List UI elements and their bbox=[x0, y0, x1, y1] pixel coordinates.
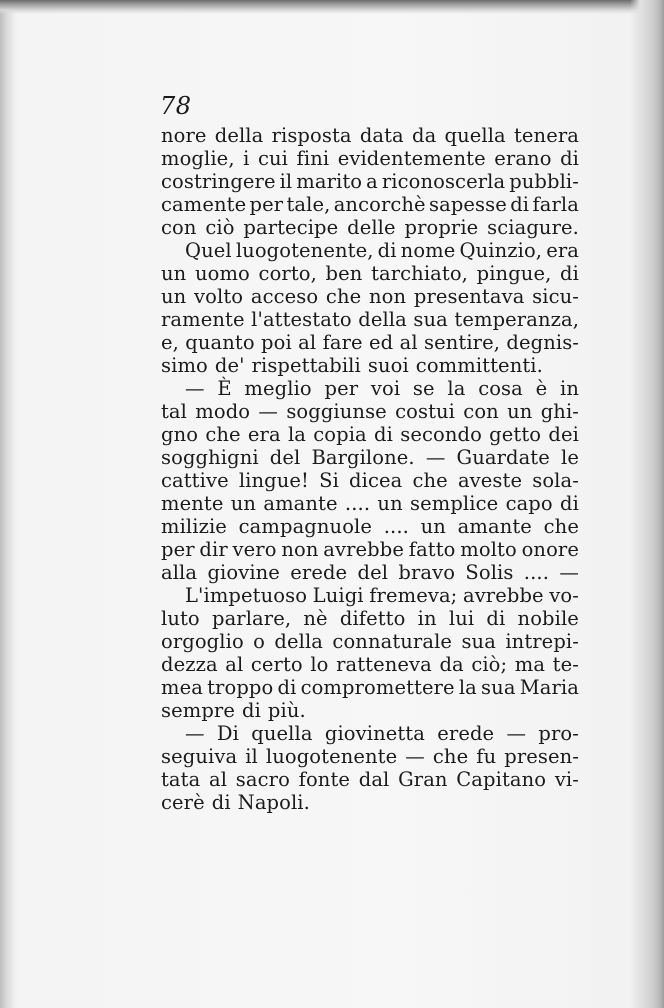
word: Guardate bbox=[456, 446, 550, 469]
word: corto, bbox=[258, 262, 317, 285]
word: con bbox=[161, 216, 197, 239]
word: il bbox=[279, 170, 293, 193]
word: uomo bbox=[194, 262, 250, 285]
text-line bbox=[161, 377, 579, 400]
word: sentire, bbox=[424, 331, 501, 354]
word: getto bbox=[489, 423, 542, 446]
word: seguiva bbox=[161, 745, 238, 768]
word: molto bbox=[460, 538, 517, 561]
word: tata bbox=[161, 768, 201, 791]
word: di bbox=[277, 676, 297, 699]
word: da bbox=[439, 653, 464, 676]
word: lingue! bbox=[238, 469, 309, 492]
word: camente bbox=[161, 193, 247, 216]
word: — bbox=[258, 400, 279, 423]
word: a bbox=[366, 170, 378, 193]
text-line bbox=[161, 699, 579, 722]
word: mente bbox=[161, 492, 224, 515]
word: bravo bbox=[398, 561, 456, 584]
page-right-edge-shadow bbox=[630, 0, 664, 1008]
word: è bbox=[535, 377, 548, 400]
word: al bbox=[209, 768, 228, 791]
text-line bbox=[161, 147, 579, 170]
word: di bbox=[560, 492, 579, 515]
text-line bbox=[161, 745, 579, 768]
word: orgoglio bbox=[161, 630, 244, 653]
word: la bbox=[447, 377, 466, 400]
word: luogotenente, bbox=[235, 239, 374, 262]
word: sogghigni bbox=[161, 446, 259, 469]
word: Bargilone. bbox=[311, 446, 415, 469]
word: vo- bbox=[549, 584, 579, 607]
word: che bbox=[432, 745, 469, 768]
word: per bbox=[161, 538, 195, 561]
word: meglio bbox=[244, 377, 312, 400]
word: un bbox=[377, 492, 403, 515]
text-line bbox=[161, 561, 579, 584]
word: compromettere bbox=[300, 676, 455, 699]
text-line bbox=[161, 538, 579, 561]
word: di bbox=[510, 193, 530, 216]
word: sola- bbox=[532, 469, 579, 492]
text-line bbox=[161, 515, 579, 538]
word: sua bbox=[461, 630, 496, 653]
word: pingue, bbox=[476, 262, 552, 285]
word: tarchiato, bbox=[371, 262, 468, 285]
text-line bbox=[161, 492, 579, 515]
word: un bbox=[420, 515, 446, 538]
word: intrepi- bbox=[505, 630, 579, 653]
word: e, bbox=[161, 331, 179, 354]
word: della bbox=[274, 630, 324, 653]
word: semplice bbox=[410, 492, 499, 515]
text-line bbox=[161, 768, 579, 791]
word: rispettabili bbox=[251, 354, 361, 377]
word: erede bbox=[290, 561, 348, 584]
word: sapesse bbox=[429, 193, 507, 216]
word: al bbox=[298, 331, 317, 354]
word: da bbox=[411, 124, 437, 147]
word: che bbox=[412, 469, 448, 492]
word: giovine bbox=[207, 561, 280, 584]
word: — bbox=[405, 745, 425, 768]
text-line bbox=[161, 791, 579, 814]
word: sciagure. bbox=[487, 216, 579, 239]
word: di bbox=[486, 607, 506, 630]
word: acceso bbox=[250, 285, 319, 308]
word: proprie bbox=[404, 216, 479, 239]
body-text bbox=[161, 124, 579, 814]
word: ghi- bbox=[540, 400, 579, 423]
text-line bbox=[161, 400, 579, 423]
text-line bbox=[161, 308, 579, 331]
word: il bbox=[245, 745, 258, 768]
word: volto bbox=[194, 285, 244, 308]
text-line bbox=[161, 423, 579, 446]
word: i bbox=[243, 147, 250, 170]
word: della bbox=[214, 124, 264, 147]
word: temperanza, bbox=[454, 308, 579, 331]
word: della bbox=[358, 308, 407, 331]
word: dir bbox=[199, 538, 228, 561]
word: un bbox=[507, 400, 533, 423]
text-line bbox=[161, 124, 579, 147]
word: di bbox=[560, 147, 579, 170]
word: certo bbox=[250, 653, 303, 676]
text-line bbox=[161, 170, 579, 193]
word: costui bbox=[395, 400, 456, 423]
word: partecipe bbox=[243, 216, 339, 239]
word: lo bbox=[310, 653, 329, 676]
word: ancorchè bbox=[333, 193, 426, 216]
word: .... bbox=[344, 492, 371, 515]
text-line bbox=[161, 285, 579, 308]
word: costringere bbox=[161, 170, 276, 193]
text-line bbox=[161, 630, 579, 653]
text-line bbox=[161, 722, 579, 745]
word: soggiunse bbox=[286, 400, 387, 423]
word: presentava bbox=[413, 285, 525, 308]
word: risposta bbox=[271, 124, 352, 147]
word: un bbox=[161, 262, 187, 285]
word: riconoscerla bbox=[381, 170, 506, 193]
word: cui bbox=[258, 147, 289, 170]
word: di bbox=[560, 262, 579, 285]
word: cattive bbox=[161, 469, 229, 492]
word: erede bbox=[437, 722, 495, 745]
word: .... bbox=[523, 561, 549, 584]
word: simo bbox=[161, 354, 208, 377]
word: nore bbox=[161, 124, 207, 147]
word: sempre bbox=[161, 699, 235, 722]
word: tal bbox=[161, 400, 187, 423]
word: fremeva; bbox=[369, 584, 458, 607]
word: che bbox=[325, 285, 362, 308]
word: — bbox=[559, 561, 579, 584]
word: pro- bbox=[538, 722, 579, 745]
word: Solis bbox=[465, 561, 514, 584]
word: fatto bbox=[408, 538, 456, 561]
word: voi bbox=[370, 377, 401, 400]
word: con bbox=[463, 400, 499, 423]
word: più. bbox=[267, 699, 306, 722]
word: Maria bbox=[519, 676, 579, 699]
word: È bbox=[217, 377, 232, 400]
word: nome bbox=[400, 239, 456, 262]
word: cerè bbox=[161, 791, 205, 814]
word: moglie, bbox=[161, 147, 235, 170]
word: nè bbox=[303, 607, 328, 630]
word: secondo bbox=[400, 423, 482, 446]
word: fu bbox=[476, 745, 497, 768]
word: evidentemente bbox=[337, 147, 486, 170]
word: giovinetta bbox=[324, 722, 425, 745]
word: aveste bbox=[457, 469, 523, 492]
word: connaturale bbox=[332, 630, 453, 653]
text-line bbox=[161, 193, 579, 216]
word: mea bbox=[161, 676, 203, 699]
word: di bbox=[374, 423, 393, 446]
word: tale, bbox=[286, 193, 331, 216]
word: Quinzio, bbox=[459, 239, 543, 262]
word: un bbox=[161, 285, 187, 308]
word: Capitano bbox=[456, 768, 547, 791]
word: fini bbox=[296, 147, 330, 170]
word: copia bbox=[313, 423, 367, 446]
word: in bbox=[560, 377, 579, 400]
word: per bbox=[324, 377, 359, 400]
word: ben bbox=[325, 262, 363, 285]
word: quella bbox=[444, 124, 506, 147]
word: difetto bbox=[339, 607, 406, 630]
word: le bbox=[560, 446, 579, 469]
word: capo bbox=[505, 492, 553, 515]
word: avrebbe bbox=[323, 538, 404, 561]
word: sacro bbox=[235, 768, 290, 791]
text-line bbox=[161, 331, 579, 354]
text-line bbox=[161, 653, 579, 676]
word: al bbox=[225, 653, 244, 676]
word: avrebbe bbox=[462, 584, 544, 607]
word: modo bbox=[195, 400, 251, 423]
word: data bbox=[359, 124, 404, 147]
word: che bbox=[205, 423, 241, 446]
word: Luigi bbox=[312, 584, 364, 607]
word: al bbox=[399, 331, 418, 354]
word: di bbox=[241, 699, 261, 722]
word: .... bbox=[383, 515, 409, 538]
word: dicea bbox=[349, 469, 403, 492]
word: fare bbox=[322, 331, 363, 354]
word: — bbox=[185, 722, 205, 745]
word: se bbox=[412, 377, 435, 400]
word: quanto bbox=[185, 331, 255, 354]
word: non bbox=[368, 285, 407, 308]
word: luogotenente bbox=[265, 745, 398, 768]
word: ratteneva bbox=[336, 653, 432, 676]
word: ed bbox=[369, 331, 394, 354]
text-line bbox=[161, 676, 579, 699]
text-line bbox=[161, 584, 579, 607]
text-line bbox=[161, 607, 579, 630]
word: un bbox=[230, 492, 257, 515]
word: milizie bbox=[161, 515, 227, 538]
text-line bbox=[161, 239, 579, 262]
word: vero bbox=[232, 538, 277, 561]
word: troppo bbox=[207, 676, 274, 699]
word: campagnuole bbox=[238, 515, 373, 538]
word: lui bbox=[448, 607, 475, 630]
word: Napoli. bbox=[237, 791, 310, 814]
word: degnis- bbox=[506, 331, 579, 354]
word: farla bbox=[532, 193, 579, 216]
text-line bbox=[161, 354, 579, 377]
word: erano bbox=[494, 147, 552, 170]
word: l'attestato bbox=[251, 308, 352, 331]
word: ma bbox=[514, 653, 546, 676]
word: cosa bbox=[478, 377, 523, 400]
word: ciò; bbox=[471, 653, 508, 676]
word: o bbox=[253, 630, 266, 653]
text-line bbox=[161, 262, 579, 285]
word: nobile bbox=[517, 607, 579, 630]
word: ramente bbox=[161, 308, 245, 331]
word: fonte bbox=[298, 768, 351, 791]
word: dezza bbox=[161, 653, 218, 676]
word: sua bbox=[481, 676, 516, 699]
word: parlare, bbox=[211, 607, 292, 630]
word: — bbox=[185, 377, 205, 400]
word: sicu- bbox=[532, 285, 579, 308]
word: onore bbox=[521, 538, 579, 561]
word: amante bbox=[263, 492, 338, 515]
word: Di bbox=[216, 722, 239, 745]
word: quella bbox=[251, 722, 313, 745]
word: vi- bbox=[554, 768, 579, 791]
page-number: 78 bbox=[160, 92, 192, 120]
word: delle bbox=[347, 216, 396, 239]
word: Gran bbox=[398, 768, 448, 791]
text-line bbox=[161, 469, 579, 492]
word: marito bbox=[296, 170, 363, 193]
word: committenti. bbox=[415, 354, 543, 377]
word: ciò bbox=[205, 216, 235, 239]
word: del bbox=[357, 561, 389, 584]
word: era bbox=[247, 423, 281, 446]
word: alla bbox=[161, 561, 198, 584]
word: la bbox=[458, 676, 477, 699]
text-line bbox=[161, 216, 579, 239]
page-left-edge-shadow bbox=[0, 0, 14, 1008]
word: Si bbox=[319, 469, 339, 492]
word: te- bbox=[552, 653, 579, 676]
word: poi bbox=[261, 331, 292, 354]
text-line bbox=[161, 446, 579, 469]
word: sua bbox=[413, 308, 448, 331]
word: del bbox=[269, 446, 301, 469]
word: che bbox=[543, 515, 579, 538]
word: presen- bbox=[504, 745, 579, 768]
page-top-edge-shadow bbox=[0, 0, 664, 14]
word: suoi bbox=[367, 354, 409, 377]
word: dal bbox=[358, 768, 390, 791]
word: per bbox=[249, 193, 284, 216]
word: Quel bbox=[185, 239, 232, 262]
word: de' bbox=[214, 354, 245, 377]
word: di bbox=[211, 791, 231, 814]
word: L'impetuoso bbox=[185, 584, 308, 607]
word: luto bbox=[161, 607, 200, 630]
word: amante bbox=[457, 515, 532, 538]
word: — bbox=[506, 722, 527, 745]
word: era bbox=[546, 239, 579, 262]
word: la bbox=[287, 423, 307, 446]
word: non bbox=[281, 538, 319, 561]
word: in bbox=[417, 607, 437, 630]
word: di bbox=[377, 239, 397, 262]
word: tenera bbox=[513, 124, 579, 147]
word: pubbli- bbox=[509, 170, 579, 193]
word: dei bbox=[548, 423, 579, 446]
word: gno bbox=[161, 423, 199, 446]
word: — bbox=[425, 446, 446, 469]
